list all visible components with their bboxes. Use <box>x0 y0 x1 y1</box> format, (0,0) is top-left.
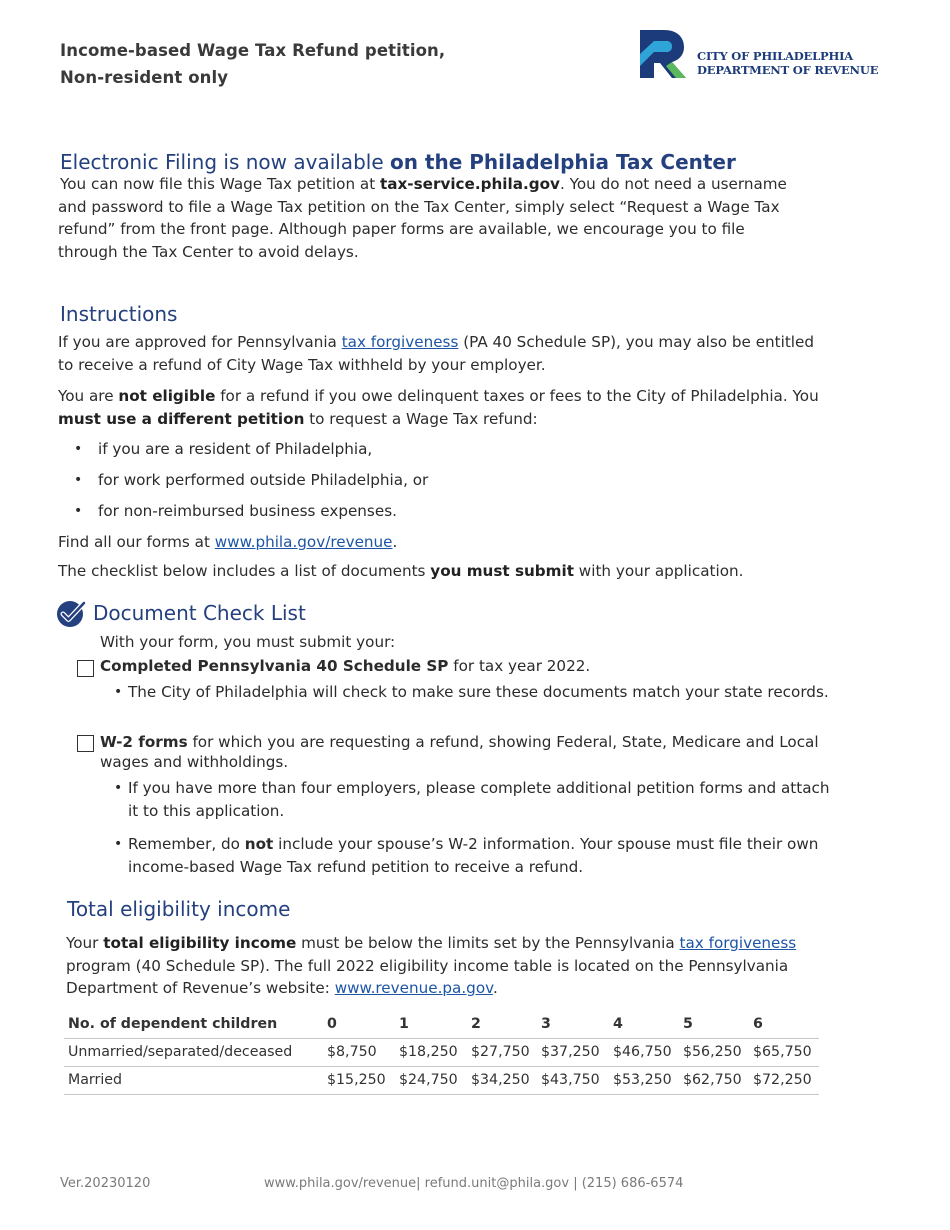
table-cell: $8,750 <box>323 1038 395 1066</box>
document-title <box>60 37 445 91</box>
checklist-item-w2 <box>100 732 880 772</box>
table-cell: $27,750 <box>467 1038 537 1066</box>
instructions-p3 <box>58 531 397 554</box>
item2-rest: for which you are requesting a refund, showing Federal, State, Medicare and Local <box>187 733 819 751</box>
list-item: • for work performed outside Philadelphia, or <box>58 469 428 491</box>
table-cell: $65,750 <box>749 1038 819 1066</box>
efile-text-4: through the Tax Center to avoid delays. <box>58 242 359 261</box>
list-item: • if you are a resident of Philadelphia, <box>58 438 428 460</box>
item2-sublist <box>114 777 874 879</box>
elig-c: must be below the limits set by the Pennsylvania <box>296 934 680 952</box>
table-cell: Married <box>64 1066 323 1094</box>
checklist-item-schedule-sp <box>100 656 590 676</box>
logo-line-1: CITY OF PHILADELPHIA <box>697 49 854 63</box>
checkmark-circle-icon <box>55 598 87 630</box>
table-header: 5 <box>683 1015 693 1032</box>
efile-heading-b: on the Philadelphia Tax Center <box>389 150 736 174</box>
efile-text-2: and password to file a Wage Tax petition on the Tax Center, simply select “Request a Wage Tax <box>58 197 780 216</box>
item2-rest2: wages and withholdings. <box>100 753 289 771</box>
version-label: Ver.20230120 <box>60 1176 151 1191</box>
table-cell: $46,750 <box>609 1038 679 1066</box>
list-item <box>114 777 874 823</box>
elig-d: program (40 Schedule SP). The full 2022 eligibility income table is located on the Pennsylvania <box>66 956 789 975</box>
list-item: • for non-reimbursed business expenses. <box>58 500 428 522</box>
ineligible-list <box>58 438 428 531</box>
tax-forgiveness-link-2[interactable]: tax forgiveness <box>679 934 797 952</box>
instr-p4-c: with your application. <box>573 562 744 580</box>
instr-p2-d: must use a different petition <box>58 409 305 428</box>
efile-text-3: refund” from the front page. Although paper forms are available, we encourage you to file <box>58 220 745 238</box>
tax-service-url: tax-service.phila.gov <box>380 175 560 193</box>
table-header: 4 <box>613 1015 623 1032</box>
item2-sub1-line2: it to this application. <box>128 802 285 820</box>
revenue-link[interactable]: www.phila.gov/revenue <box>214 533 393 551</box>
efile-text-1b: . You do not need a username <box>559 175 787 193</box>
table-header: No. of dependent children <box>68 1015 278 1032</box>
table-row <box>64 1038 819 1066</box>
table-header-row <box>64 1010 819 1038</box>
table-header: 1 <box>399 1015 409 1032</box>
table-header: 3 <box>541 1015 551 1032</box>
item1-sublist <box>114 681 829 704</box>
table-row <box>64 1066 819 1094</box>
table-cell: $43,750 <box>537 1066 609 1094</box>
table-cell: $62,750 <box>679 1066 749 1094</box>
city-logo <box>640 28 895 80</box>
elig-f: . <box>492 979 498 997</box>
instr-p4-b: you must submit <box>430 562 574 580</box>
table-cell: $18,250 <box>395 1038 467 1066</box>
eligibility-heading: Total eligibility income <box>67 897 291 921</box>
table-cell: $56,250 <box>679 1038 749 1066</box>
list-item: • The City of Philadelphia will check to make sure these documents match your state records. <box>114 681 829 704</box>
elig-a: Your <box>66 934 104 952</box>
table-header: 2 <box>471 1015 481 1032</box>
instr-p4-a: The checklist below includes a list of documents <box>58 562 431 580</box>
instructions-p2 <box>58 385 888 430</box>
item2-sub2-d: income-based Wage Tax refund petition to receive a refund. <box>128 858 584 876</box>
instructions-p4 <box>58 560 743 583</box>
instr-p3-b: . <box>392 533 398 551</box>
table-header: 0 <box>327 1015 337 1032</box>
list-item <box>114 833 874 879</box>
title-line-1: Income-based Wage Tax Refund petition, <box>60 41 446 60</box>
instr-p3-a: Find all our forms at <box>58 533 215 551</box>
instr-p2-b: not eligible <box>118 387 216 405</box>
table-cell: $53,250 <box>609 1066 679 1094</box>
item2-sub2-a: Remember, do <box>128 835 245 853</box>
revenue-pa-link[interactable]: www.revenue.pa.gov <box>334 979 493 997</box>
table-cell: Unmarried/separated/deceased <box>64 1038 323 1066</box>
logo-line-2: DEPARTMENT OF REVENUE <box>697 63 879 77</box>
item1-rest: for tax year 2022. <box>448 657 591 675</box>
eligibility-income-table <box>64 1010 819 1095</box>
w2-checkbox[interactable] <box>77 735 94 752</box>
instructions-heading: Instructions <box>60 302 178 326</box>
schedule-sp-checkbox[interactable] <box>77 660 94 677</box>
checklist-heading: Document Check List <box>93 601 306 625</box>
table-cell: $72,250 <box>749 1066 819 1094</box>
instr-p2-e: to request a Wage Tax refund: <box>304 409 538 428</box>
table-cell: $15,250 <box>323 1066 395 1094</box>
item1-bold: Completed Pennsylvania 40 Schedule SP <box>100 657 449 675</box>
item2-sub2-b: not <box>244 835 274 853</box>
elig-b: total eligibility income <box>103 934 297 952</box>
logo-text <box>697 49 878 77</box>
instr-p2-c: for a refund if you owe delinquent taxes or fees to the City of Philadelphia. You <box>215 387 819 405</box>
instr-p1-c: to receive a refund of City Wage Tax withheld by your employer. <box>58 355 546 374</box>
efile-text-1: You can now file this Wage Tax petition at <box>60 175 380 193</box>
tax-forgiveness-link[interactable]: tax forgiveness <box>341 333 459 351</box>
item2-sub1-line1: • If you have more than four employers, please complete additional petition forms and attach <box>128 779 830 797</box>
efile-paragraph <box>58 173 878 263</box>
instr-p1-b: (PA 40 Schedule SP), you may also be entitled <box>458 333 815 351</box>
title-line-2: Non-resident only <box>60 68 229 87</box>
eligibility-paragraph <box>66 932 896 1000</box>
instr-p1-a: If you are approved for Pennsylvania <box>58 333 342 351</box>
table-cell: $34,250 <box>467 1066 537 1094</box>
philadelphia-r-logo-icon <box>640 28 690 80</box>
table-header: 6 <box>753 1015 763 1032</box>
footer-contact: www.phila.gov/revenue| refund.unit@phila.gov | (215) 686-6574 <box>264 1176 684 1191</box>
instr-p2-a: You are <box>58 387 119 405</box>
checklist-intro: With your form, you must submit your: <box>100 633 396 651</box>
item2-bold: W-2 forms <box>100 733 188 751</box>
instructions-p1 <box>58 331 888 376</box>
efile-heading-a: Electronic Filing is now available <box>60 150 390 174</box>
table-cell: $37,250 <box>537 1038 609 1066</box>
elig-e: Department of Revenue’s website: <box>66 979 335 997</box>
table-cell: $24,750 <box>395 1066 467 1094</box>
item2-sub2-c: include your spouse’s W-2 information. Your spouse must file their own <box>273 835 819 853</box>
efile-heading <box>60 150 736 174</box>
